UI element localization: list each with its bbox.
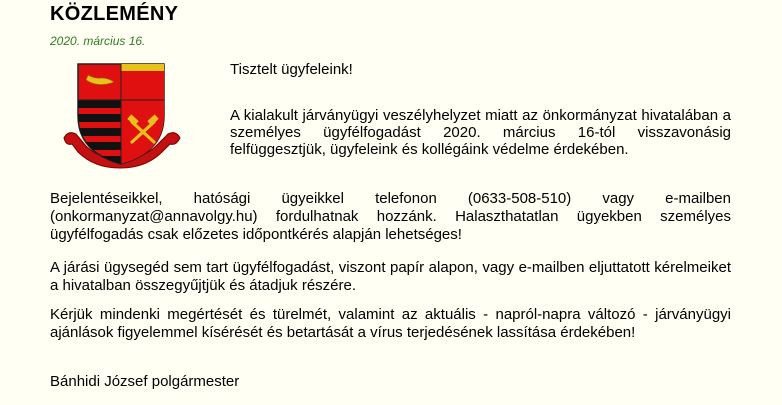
intro-paragraph: A kialakult járványügyi veszélyhelyzet miatt az önkormányzat hivatalában a személyes ügyfélfogadást 2020. március 16-tól visszavonásig felfüggesztjük, ügyfeleink és kollégáink védelme érdekében.: [230, 107, 731, 158]
contact-paragraph: Bejelentéseikkel, hatósági ügyeikkel telefonon (0633-508-510) vagy e-mailben (onkormanyzat@annavolgy.hu) fordulhatnak hozzánk. Halaszthatatlan ügyekben személyes ügyfélfogadás csak előzetes időpontkérés alapján lehetséges!: [50, 190, 731, 243]
coat-of-arms-icon: [58, 60, 186, 170]
notice-date: 2020. március 16.: [50, 34, 146, 48]
case-officer-paragraph: A járási ügysegéd sem tart ügyfélfogadást, viszont papír alapon, vagy e-mailben eljuttatott kérelmeiket a hivatalban összegyűjtjük és átadjuk részére.: [50, 259, 731, 294]
request-paragraph: Kérjük mindenki megértését és türelmét, valamint az aktuális - napról-napra változó - járványügyi ajánlások figyelemmel kísérését és betartását a vírus terjedésének lassítása érdekében!: [50, 306, 731, 341]
notice-title: KÖZLEMÉNY: [50, 3, 179, 25]
greeting: Tisztelt ügyfeleink!: [230, 61, 353, 78]
signature: Bánhidi József polgármester: [50, 373, 240, 390]
